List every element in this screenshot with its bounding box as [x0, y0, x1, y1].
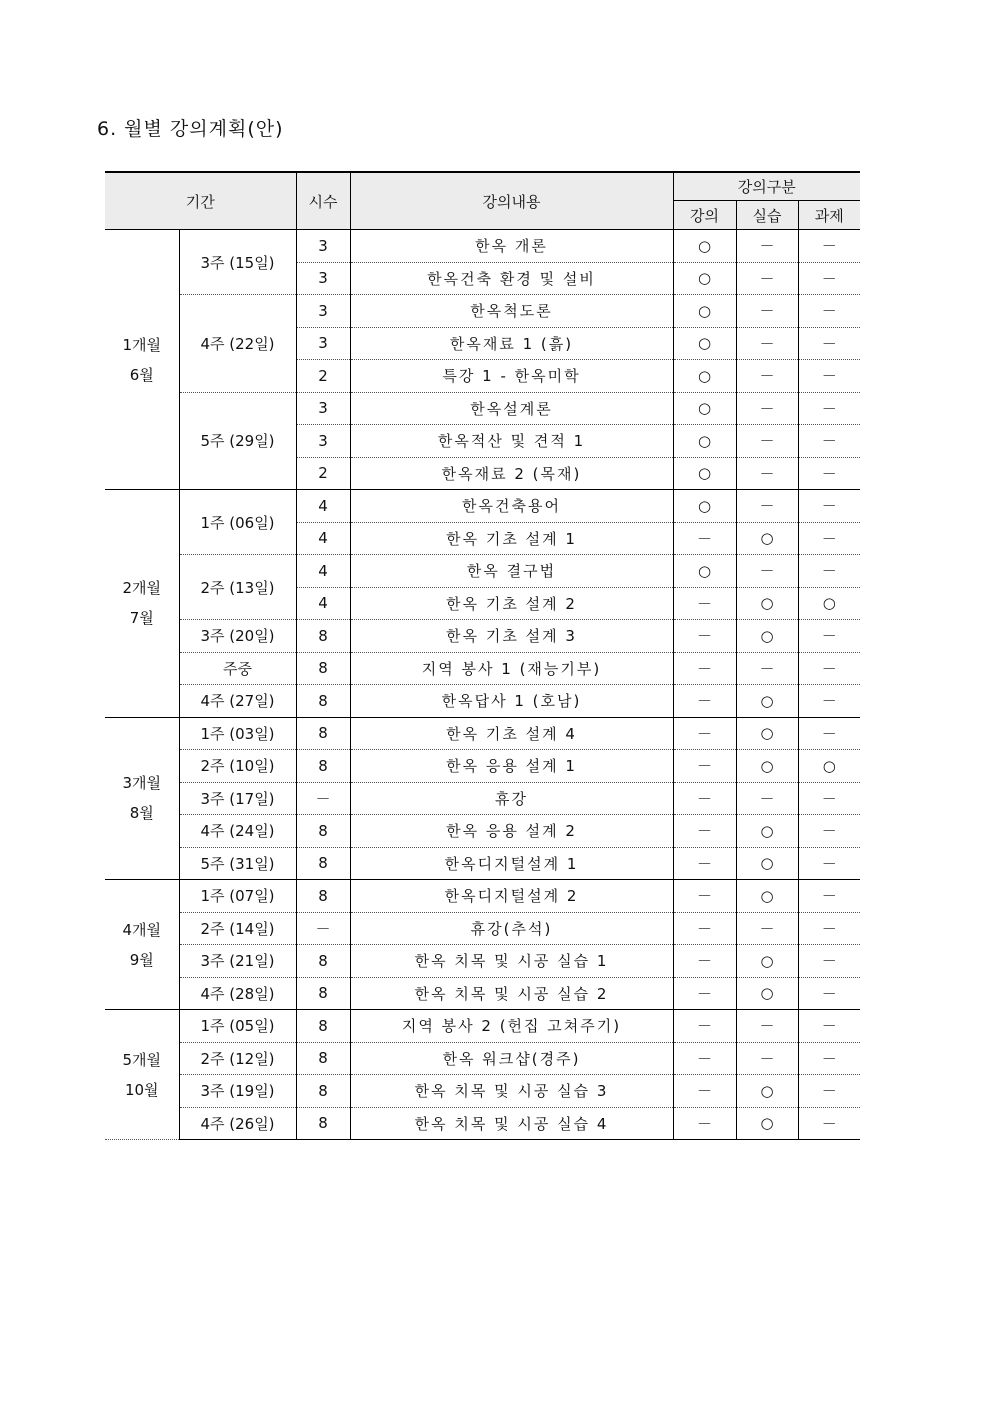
assignment-mark: －	[798, 652, 860, 685]
lecture-mark: －	[673, 912, 736, 945]
practice-mark: －	[736, 327, 798, 360]
lecture-mark: －	[673, 977, 736, 1010]
assignment-mark: －	[798, 457, 860, 490]
week-cell: 3주 (20일)	[179, 620, 296, 653]
assignment-mark: －	[798, 880, 860, 913]
hours-cell: 8	[296, 620, 350, 653]
assignment-mark: －	[798, 1010, 860, 1043]
lecture-mark: ○	[673, 327, 736, 360]
practice-mark: ○	[736, 620, 798, 653]
practice-mark: －	[736, 262, 798, 295]
month-name: 10월	[124, 1080, 159, 1099]
assignment-mark: －	[798, 425, 860, 458]
hours-cell: 8	[296, 1107, 350, 1140]
month-name: 6월	[129, 365, 154, 384]
hours-cell: 8	[296, 750, 350, 783]
content-cell: 한옥 치목 및 시공 실습 1	[350, 945, 673, 978]
table-header	[105, 172, 860, 230]
content-cell: 한옥 기초 설계 1	[350, 522, 673, 555]
content-cell: 한옥 개론	[350, 230, 673, 263]
lecture-mark: －	[673, 1107, 736, 1140]
assignment-mark: －	[798, 230, 860, 263]
table-row	[105, 230, 860, 263]
content-cell: 한옥적산 및 견적 1	[350, 425, 673, 458]
table-row	[105, 1075, 860, 1108]
lecture-mark: －	[673, 1010, 736, 1043]
lecture-mark: －	[673, 750, 736, 783]
assignment-mark: －	[798, 815, 860, 848]
lecture-mark: ○	[673, 457, 736, 490]
practice-mark: ○	[736, 880, 798, 913]
practice-mark: －	[736, 1010, 798, 1043]
lecture-mark: －	[673, 1042, 736, 1075]
hours-cell: 3	[296, 230, 350, 263]
section-title: 6. 월별 강의계획(안)	[97, 118, 284, 140]
hours-cell: 8	[296, 977, 350, 1010]
hours-cell: 3	[296, 327, 350, 360]
table-row	[105, 490, 860, 523]
lecture-mark: －	[673, 522, 736, 555]
content-cell: 한옥척도론	[350, 295, 673, 328]
table-row	[105, 945, 860, 978]
practice-mark: －	[736, 782, 798, 815]
hours-cell: －	[296, 912, 350, 945]
hours-cell: 8	[296, 1010, 350, 1043]
week-cell: 3주 (15일)	[179, 230, 296, 295]
week-cell: 5주 (29일)	[179, 392, 296, 490]
content-cell: 한옥 워크샵(경주)	[350, 1042, 673, 1075]
lecture-mark: －	[673, 652, 736, 685]
week-cell: 4주 (27일)	[179, 685, 296, 718]
week-cell: 2주 (14일)	[179, 912, 296, 945]
practice-mark: －	[736, 652, 798, 685]
lecture-mark: －	[673, 880, 736, 913]
practice-mark: －	[736, 360, 798, 393]
hours-cell: 3	[296, 392, 350, 425]
hours-cell: －	[296, 782, 350, 815]
week-cell: 주중	[179, 652, 296, 685]
week-cell: 4주 (28일)	[179, 977, 296, 1010]
assignment-mark: －	[798, 1107, 860, 1140]
content-cell: 한옥 치목 및 시공 실습 2	[350, 977, 673, 1010]
hours-cell: 8	[296, 945, 350, 978]
assignment-mark: －	[798, 620, 860, 653]
practice-mark: ○	[736, 815, 798, 848]
assignment-mark: －	[798, 490, 860, 523]
content-cell: 한옥 치목 및 시공 실습 3	[350, 1075, 673, 1108]
content-cell: 한옥재료 1 (흙)	[350, 327, 673, 360]
content-cell: 한옥 결구법	[350, 555, 673, 588]
header-practice: 실습	[736, 201, 798, 230]
practice-mark: ○	[736, 750, 798, 783]
table-row	[105, 782, 860, 815]
assignment-mark: －	[798, 945, 860, 978]
week-cell: 2주 (10일)	[179, 750, 296, 783]
table-row	[105, 652, 860, 685]
assignment-mark: ○	[798, 587, 860, 620]
week-cell: 4주 (24일)	[179, 815, 296, 848]
content-cell: 지역 봉사 2 (헌집 고쳐주기)	[350, 1010, 673, 1043]
lecture-mark: ○	[673, 425, 736, 458]
practice-mark: －	[736, 295, 798, 328]
content-cell: 한옥 기초 설계 4	[350, 717, 673, 750]
content-cell: 휴강(추석)	[350, 912, 673, 945]
hours-cell: 3	[296, 425, 350, 458]
week-cell: 1주 (07일)	[179, 880, 296, 913]
month-label: 1개월	[122, 335, 162, 354]
header-assignment: 과제	[798, 201, 860, 230]
week-cell: 5주 (31일)	[179, 847, 296, 880]
hours-cell: 8	[296, 880, 350, 913]
table-row	[105, 717, 860, 750]
header-type: 강의구분	[673, 172, 860, 201]
header-content: 강의내용	[350, 172, 673, 230]
table-row	[105, 620, 860, 653]
lecture-mark: －	[673, 587, 736, 620]
week-cell: 1주 (05일)	[179, 1010, 296, 1043]
assignment-mark: －	[798, 685, 860, 718]
assignment-mark: －	[798, 360, 860, 393]
practice-mark: －	[736, 230, 798, 263]
content-cell: 한옥 응용 설계 1	[350, 750, 673, 783]
week-cell: 3주 (17일)	[179, 782, 296, 815]
month-label: 3개월	[122, 774, 162, 793]
week-cell: 4주 (26일)	[179, 1107, 296, 1140]
month-cell	[105, 717, 179, 880]
hours-cell: 8	[296, 1042, 350, 1075]
content-cell: 한옥재료 2 (목재)	[350, 457, 673, 490]
lecture-mark: －	[673, 685, 736, 718]
practice-mark: －	[736, 392, 798, 425]
assignment-mark: －	[798, 327, 860, 360]
practice-mark: ○	[736, 1107, 798, 1140]
lecture-plan-table	[105, 171, 860, 1140]
lecture-mark: ○	[673, 392, 736, 425]
header-lecture: 강의	[673, 201, 736, 230]
assignment-mark: ○	[798, 750, 860, 783]
assignment-mark: －	[798, 912, 860, 945]
lecture-mark: ○	[673, 230, 736, 263]
hours-cell: 8	[296, 815, 350, 848]
content-cell: 한옥답사 1 (호남)	[350, 685, 673, 718]
week-cell: 3주 (21일)	[179, 945, 296, 978]
table-row	[105, 750, 860, 783]
content-cell: 한옥설계론	[350, 392, 673, 425]
month-cell	[105, 230, 179, 490]
assignment-mark: －	[798, 977, 860, 1010]
month-label: 4개월	[122, 920, 162, 939]
practice-mark: ○	[736, 847, 798, 880]
content-cell: 한옥디지털설계 2	[350, 880, 673, 913]
lecture-mark: －	[673, 620, 736, 653]
table-row	[105, 685, 860, 718]
lecture-mark: ○	[673, 490, 736, 523]
lecture-mark: －	[673, 945, 736, 978]
practice-mark: ○	[736, 522, 798, 555]
hours-cell: 8	[296, 652, 350, 685]
table-row	[105, 1042, 860, 1075]
hours-cell: 3	[296, 295, 350, 328]
lecture-mark: ○	[673, 555, 736, 588]
week-cell: 2주 (13일)	[179, 555, 296, 620]
week-cell: 1주 (06일)	[179, 490, 296, 555]
practice-mark: ○	[736, 685, 798, 718]
table-row	[105, 847, 860, 880]
week-cell: 4주 (22일)	[179, 295, 296, 393]
month-name: 7월	[129, 609, 154, 628]
week-cell: 3주 (19일)	[179, 1075, 296, 1108]
lecture-mark: ○	[673, 295, 736, 328]
table-row	[105, 912, 860, 945]
month-label: 2개월	[122, 579, 162, 598]
week-cell: 2주 (12일)	[179, 1042, 296, 1075]
table-row	[105, 295, 860, 328]
content-cell: 한옥 기초 설계 2	[350, 587, 673, 620]
practice-mark: －	[736, 457, 798, 490]
content-cell: 한옥건축 환경 및 설비	[350, 262, 673, 295]
hours-cell: 8	[296, 685, 350, 718]
lecture-mark: －	[673, 717, 736, 750]
assignment-mark: －	[798, 522, 860, 555]
table-row	[105, 392, 860, 425]
practice-mark: ○	[736, 945, 798, 978]
month-name: 8월	[129, 804, 154, 823]
month-label: 5개월	[122, 1050, 162, 1069]
content-cell: 지역 봉사 1 (재능기부)	[350, 652, 673, 685]
practice-mark: ○	[736, 717, 798, 750]
assignment-mark: －	[798, 717, 860, 750]
practice-mark: ○	[736, 587, 798, 620]
header-period: 기간	[105, 172, 296, 230]
content-cell: 휴강	[350, 782, 673, 815]
assignment-mark: －	[798, 1042, 860, 1075]
assignment-mark: －	[798, 782, 860, 815]
hours-cell: 4	[296, 555, 350, 588]
content-cell: 한옥 치목 및 시공 실습 4	[350, 1107, 673, 1140]
practice-mark: ○	[736, 977, 798, 1010]
assignment-mark: －	[798, 1075, 860, 1108]
practice-mark: －	[736, 425, 798, 458]
practice-mark: －	[736, 555, 798, 588]
hours-cell: 3	[296, 262, 350, 295]
lecture-mark: －	[673, 1075, 736, 1108]
month-cell	[105, 1010, 179, 1140]
table-body	[105, 230, 860, 1140]
table-row	[105, 880, 860, 913]
lecture-mark: ○	[673, 360, 736, 393]
lecture-mark: －	[673, 847, 736, 880]
content-cell: 특강 1 - 한옥미학	[350, 360, 673, 393]
lecture-mark: －	[673, 815, 736, 848]
practice-mark: －	[736, 912, 798, 945]
content-cell: 한옥 기초 설계 3	[350, 620, 673, 653]
assignment-mark: －	[798, 555, 860, 588]
hours-cell: 8	[296, 717, 350, 750]
table-row	[105, 815, 860, 848]
month-name: 9월	[129, 950, 154, 969]
hours-cell: 8	[296, 847, 350, 880]
practice-mark: ○	[736, 1075, 798, 1108]
assignment-mark: －	[798, 262, 860, 295]
practice-mark: －	[736, 1042, 798, 1075]
header-hours: 시수	[296, 172, 350, 230]
hours-cell: 8	[296, 1075, 350, 1108]
lecture-mark: －	[673, 782, 736, 815]
content-cell: 한옥건축용어	[350, 490, 673, 523]
practice-mark: －	[736, 490, 798, 523]
content-cell: 한옥 응용 설계 2	[350, 815, 673, 848]
hours-cell: 4	[296, 587, 350, 620]
assignment-mark: －	[798, 392, 860, 425]
table-row	[105, 977, 860, 1010]
hours-cell: 4	[296, 522, 350, 555]
assignment-mark: －	[798, 847, 860, 880]
week-cell: 1주 (03일)	[179, 717, 296, 750]
hours-cell: 2	[296, 457, 350, 490]
lecture-mark: ○	[673, 262, 736, 295]
table-row	[105, 555, 860, 588]
table-row	[105, 1107, 860, 1140]
hours-cell: 4	[296, 490, 350, 523]
content-cell: 한옥디지털설계 1	[350, 847, 673, 880]
hours-cell: 2	[296, 360, 350, 393]
table-row	[105, 1010, 860, 1043]
assignment-mark: －	[798, 295, 860, 328]
month-cell	[105, 880, 179, 1010]
month-cell	[105, 490, 179, 718]
